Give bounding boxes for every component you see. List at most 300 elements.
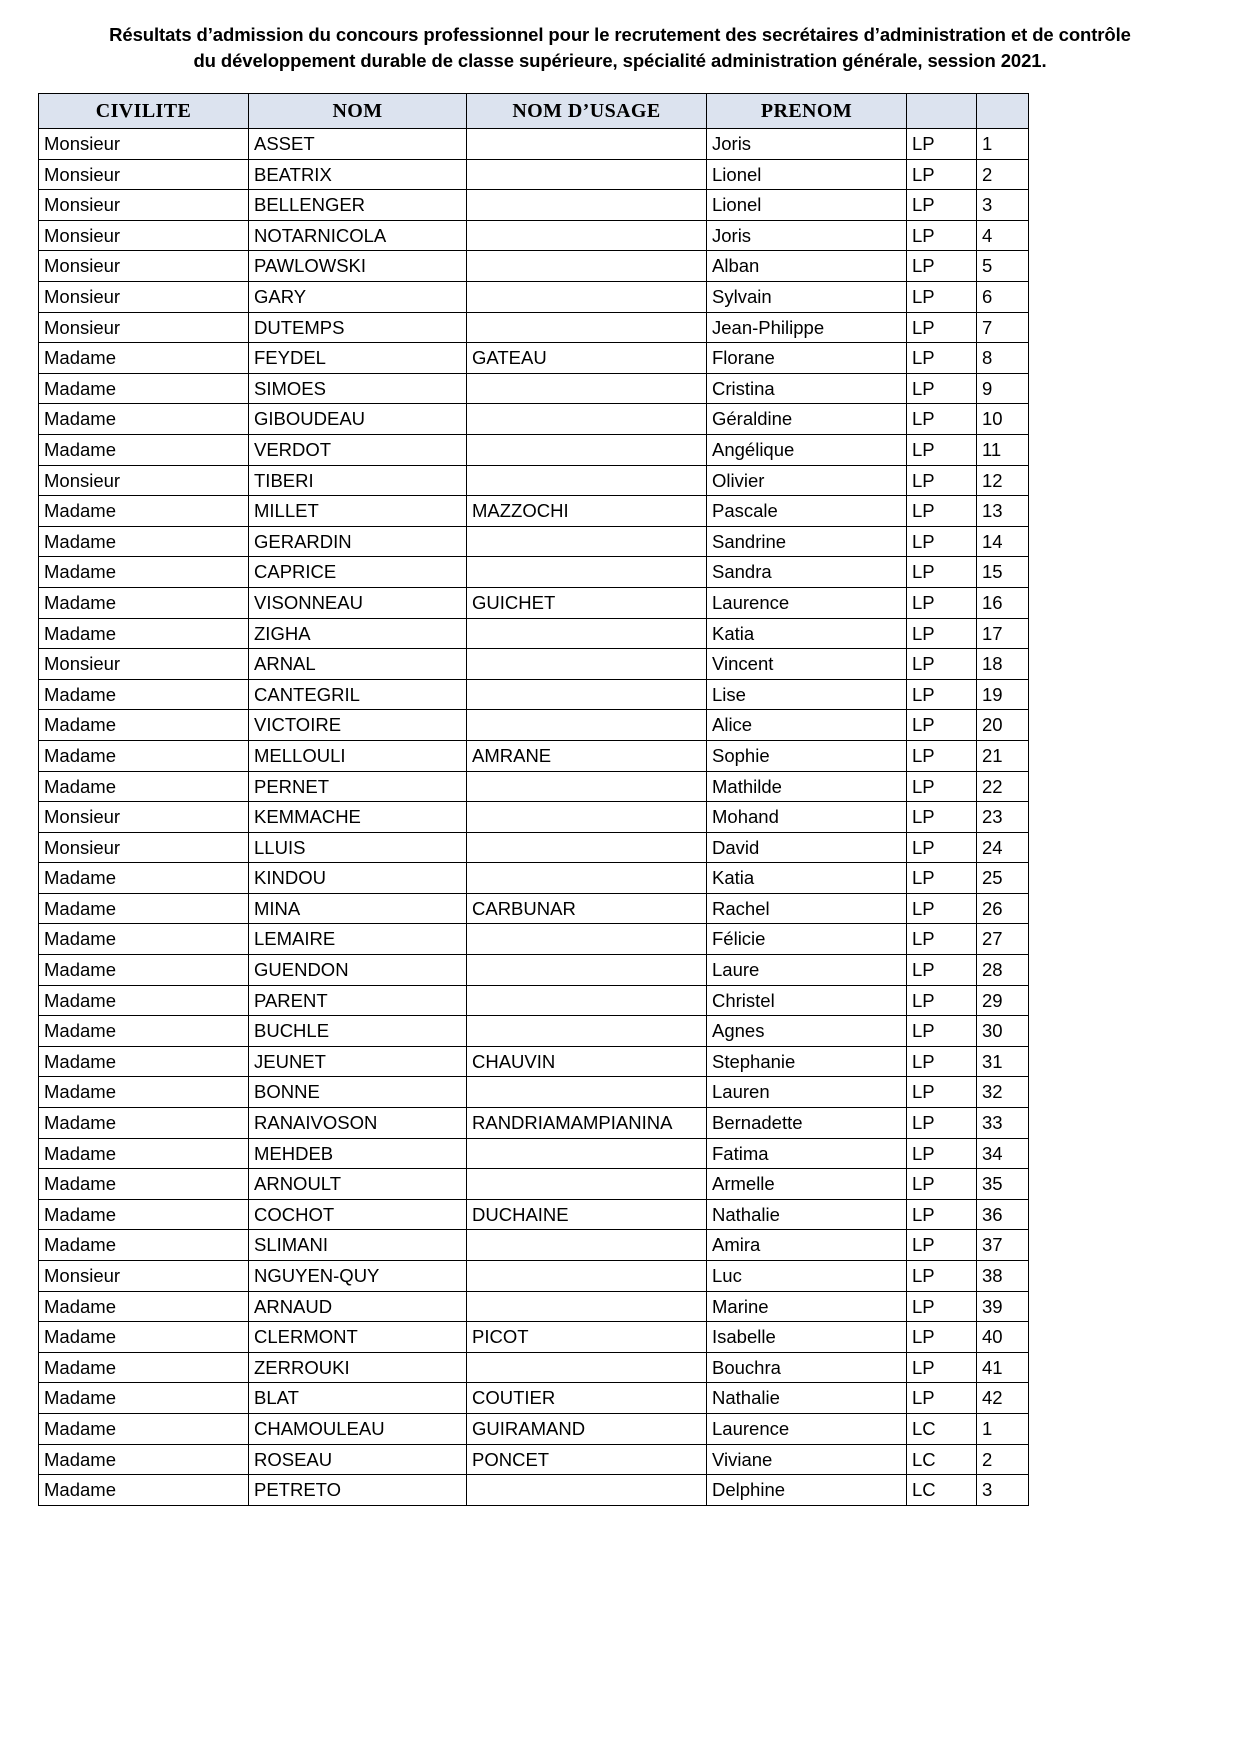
cell-nom: SIMOES	[249, 373, 467, 404]
cell-prenom: Lionel	[707, 159, 907, 190]
table-row	[39, 159, 1029, 190]
cell-prenom: Florane	[707, 343, 907, 374]
cell-rang: 38	[977, 1261, 1029, 1292]
cell-nom_usage: GUIRAMAND	[467, 1413, 707, 1444]
cell-nom_usage	[467, 1291, 707, 1322]
cell-rang: 34	[977, 1138, 1029, 1169]
cell-nom_usage	[467, 220, 707, 251]
table-row	[39, 985, 1029, 1016]
cell-civilite: Madame	[39, 434, 249, 465]
cell-rang: 27	[977, 924, 1029, 955]
table-row	[39, 679, 1029, 710]
cell-code: LP	[907, 1322, 977, 1353]
cell-nom: KEMMACHE	[249, 802, 467, 833]
column-header-code	[907, 94, 977, 129]
cell-rang: 4	[977, 220, 1029, 251]
table-row	[39, 496, 1029, 527]
page-title-line-2: et de contrôle du développement durable de classe supérieure, spécialité administration générale,	[193, 24, 1131, 71]
cell-nom_usage	[467, 1169, 707, 1200]
cell-prenom: Lionel	[707, 190, 907, 221]
table-row	[39, 832, 1029, 863]
cell-nom: BUCHLE	[249, 1016, 467, 1047]
cell-civilite: Madame	[39, 771, 249, 802]
cell-code: LP	[907, 618, 977, 649]
cell-civilite: Madame	[39, 1169, 249, 1200]
cell-code: LP	[907, 343, 977, 374]
cell-rang: 11	[977, 434, 1029, 465]
cell-rang: 35	[977, 1169, 1029, 1200]
cell-civilite: Madame	[39, 1046, 249, 1077]
cell-civilite: Madame	[39, 1138, 249, 1169]
cell-rang: 5	[977, 251, 1029, 282]
cell-civilite: Madame	[39, 557, 249, 588]
cell-prenom: Mathilde	[707, 771, 907, 802]
table-row	[39, 312, 1029, 343]
cell-code: LP	[907, 1383, 977, 1414]
cell-nom: NOTARNICOLA	[249, 220, 467, 251]
cell-nom_usage	[467, 1352, 707, 1383]
cell-prenom: Jean-Philippe	[707, 312, 907, 343]
cell-rang: 31	[977, 1046, 1029, 1077]
cell-nom_usage	[467, 802, 707, 833]
cell-nom_usage: MAZZOCHI	[467, 496, 707, 527]
cell-code: LP	[907, 129, 977, 160]
cell-nom_usage	[467, 1016, 707, 1047]
table-row	[39, 190, 1029, 221]
table-row	[39, 1322, 1029, 1353]
cell-code: LP	[907, 496, 977, 527]
cell-nom_usage	[467, 1077, 707, 1108]
cell-nom_usage	[467, 251, 707, 282]
cell-nom_usage	[467, 190, 707, 221]
cell-nom: GERARDIN	[249, 526, 467, 557]
cell-nom: VISONNEAU	[249, 587, 467, 618]
cell-prenom: Lauren	[707, 1077, 907, 1108]
cell-civilite: Madame	[39, 1108, 249, 1139]
cell-nom_usage: DUCHAINE	[467, 1199, 707, 1230]
cell-nom: BONNE	[249, 1077, 467, 1108]
table-row	[39, 1169, 1029, 1200]
cell-code: LP	[907, 1169, 977, 1200]
cell-prenom: Katia	[707, 618, 907, 649]
cell-civilite: Madame	[39, 404, 249, 435]
cell-prenom: Agnes	[707, 1016, 907, 1047]
cell-nom_usage	[467, 924, 707, 955]
cell-nom: GUENDON	[249, 955, 467, 986]
cell-nom: LEMAIRE	[249, 924, 467, 955]
cell-rang: 7	[977, 312, 1029, 343]
cell-prenom: Pascale	[707, 496, 907, 527]
cell-nom: ZIGHA	[249, 618, 467, 649]
table-row	[39, 251, 1029, 282]
cell-code: LP	[907, 220, 977, 251]
cell-nom_usage	[467, 465, 707, 496]
table-row	[39, 1138, 1029, 1169]
table-row	[39, 343, 1029, 374]
cell-prenom: Armelle	[707, 1169, 907, 1200]
cell-civilite: Madame	[39, 740, 249, 771]
table-row	[39, 434, 1029, 465]
table-row	[39, 924, 1029, 955]
cell-civilite: Madame	[39, 863, 249, 894]
header-row	[39, 94, 1029, 129]
cell-rang: 23	[977, 802, 1029, 833]
table-row	[39, 1352, 1029, 1383]
table-row	[39, 1108, 1029, 1139]
cell-civilite: Madame	[39, 343, 249, 374]
cell-code: LP	[907, 649, 977, 680]
table-row	[39, 802, 1029, 833]
cell-nom: SLIMANI	[249, 1230, 467, 1261]
cell-code: LP	[907, 1046, 977, 1077]
cell-nom: ASSET	[249, 129, 467, 160]
cell-prenom: Bernadette	[707, 1108, 907, 1139]
cell-code: LP	[907, 1016, 977, 1047]
cell-rang: 24	[977, 832, 1029, 863]
cell-nom: BLAT	[249, 1383, 467, 1414]
cell-code: LP	[907, 1230, 977, 1261]
cell-rang: 16	[977, 587, 1029, 618]
cell-code: LP	[907, 924, 977, 955]
cell-nom_usage	[467, 955, 707, 986]
results-table-header	[39, 94, 1029, 129]
cell-nom: RANAIVOSON	[249, 1108, 467, 1139]
cell-code: LP	[907, 1291, 977, 1322]
cell-rang: 18	[977, 649, 1029, 680]
cell-civilite: Monsieur	[39, 220, 249, 251]
cell-nom: CLERMONT	[249, 1322, 467, 1353]
cell-prenom: Alice	[707, 710, 907, 741]
cell-nom: PARENT	[249, 985, 467, 1016]
table-row	[39, 649, 1029, 680]
cell-rang: 36	[977, 1199, 1029, 1230]
cell-nom_usage: CHAUVIN	[467, 1046, 707, 1077]
cell-civilite: Monsieur	[39, 832, 249, 863]
cell-prenom: David	[707, 832, 907, 863]
cell-nom: KINDOU	[249, 863, 467, 894]
cell-rang: 1	[977, 1413, 1029, 1444]
table-row	[39, 373, 1029, 404]
cell-code: LP	[907, 1108, 977, 1139]
cell-code: LP	[907, 159, 977, 190]
cell-nom: CANTEGRIL	[249, 679, 467, 710]
cell-prenom: Nathalie	[707, 1383, 907, 1414]
cell-prenom: Marine	[707, 1291, 907, 1322]
cell-nom_usage	[467, 1261, 707, 1292]
cell-code: LC	[907, 1413, 977, 1444]
cell-rang: 21	[977, 740, 1029, 771]
cell-rang: 25	[977, 863, 1029, 894]
cell-civilite: Madame	[39, 893, 249, 924]
page-title-line-3: session 2021.	[927, 49, 1047, 71]
cell-civilite: Monsieur	[39, 465, 249, 496]
results-table	[38, 93, 1029, 1506]
cell-prenom: Olivier	[707, 465, 907, 496]
cell-code: LP	[907, 465, 977, 496]
cell-prenom: Fatima	[707, 1138, 907, 1169]
table-row	[39, 1077, 1029, 1108]
cell-rang: 41	[977, 1352, 1029, 1383]
cell-nom_usage: CARBUNAR	[467, 893, 707, 924]
cell-prenom: Sandra	[707, 557, 907, 588]
cell-rang: 37	[977, 1230, 1029, 1261]
cell-code: LP	[907, 985, 977, 1016]
cell-nom_usage	[467, 832, 707, 863]
cell-nom: COCHOT	[249, 1199, 467, 1230]
cell-nom: MINA	[249, 893, 467, 924]
cell-nom_usage	[467, 557, 707, 588]
cell-code: LP	[907, 679, 977, 710]
cell-code: LP	[907, 434, 977, 465]
table-row	[39, 1291, 1029, 1322]
cell-nom: VERDOT	[249, 434, 467, 465]
cell-civilite: Madame	[39, 1444, 249, 1475]
results-table-body	[39, 129, 1029, 1506]
cell-prenom: Amira	[707, 1230, 907, 1261]
cell-nom: FEYDEL	[249, 343, 467, 374]
cell-prenom: Stephanie	[707, 1046, 907, 1077]
table-row	[39, 1444, 1029, 1475]
cell-code: LP	[907, 312, 977, 343]
cell-code: LC	[907, 1444, 977, 1475]
cell-rang: 8	[977, 343, 1029, 374]
cell-code: LP	[907, 251, 977, 282]
cell-rang: 1	[977, 129, 1029, 160]
cell-nom: GIBOUDEAU	[249, 404, 467, 435]
column-header-rang	[977, 94, 1029, 129]
cell-code: LP	[907, 710, 977, 741]
page-title	[100, 18, 1140, 73]
table-row	[39, 618, 1029, 649]
cell-nom_usage	[467, 618, 707, 649]
cell-civilite: Madame	[39, 924, 249, 955]
cell-nom_usage	[467, 710, 707, 741]
table-row	[39, 710, 1029, 741]
cell-code: LP	[907, 404, 977, 435]
table-row	[39, 1046, 1029, 1077]
cell-code: LP	[907, 1352, 977, 1383]
cell-rang: 29	[977, 985, 1029, 1016]
cell-nom_usage	[467, 312, 707, 343]
cell-prenom: Sandrine	[707, 526, 907, 557]
cell-prenom: Joris	[707, 129, 907, 160]
cell-civilite: Madame	[39, 1383, 249, 1414]
table-row	[39, 1383, 1029, 1414]
cell-nom_usage: RANDRIAMAMPIANINA	[467, 1108, 707, 1139]
cell-prenom: Mohand	[707, 802, 907, 833]
cell-rang: 9	[977, 373, 1029, 404]
cell-nom_usage	[467, 863, 707, 894]
cell-nom: DUTEMPS	[249, 312, 467, 343]
cell-prenom: Géraldine	[707, 404, 907, 435]
results-table-container	[38, 93, 1028, 1506]
cell-nom: PERNET	[249, 771, 467, 802]
column-header-prenom: PRENOM	[707, 94, 907, 129]
cell-prenom: Rachel	[707, 893, 907, 924]
cell-nom: PETRETO	[249, 1475, 467, 1506]
cell-code: LP	[907, 740, 977, 771]
cell-civilite: Madame	[39, 679, 249, 710]
cell-code: LP	[907, 771, 977, 802]
cell-prenom: Lise	[707, 679, 907, 710]
cell-code: LP	[907, 373, 977, 404]
cell-nom: BELLENGER	[249, 190, 467, 221]
cell-civilite: Madame	[39, 1016, 249, 1047]
cell-nom_usage: GUICHET	[467, 587, 707, 618]
cell-rang: 30	[977, 1016, 1029, 1047]
cell-civilite: Madame	[39, 710, 249, 741]
cell-prenom: Angélique	[707, 434, 907, 465]
cell-civilite: Madame	[39, 1230, 249, 1261]
table-row	[39, 893, 1029, 924]
cell-rang: 13	[977, 496, 1029, 527]
cell-nom: JEUNET	[249, 1046, 467, 1077]
cell-code: LC	[907, 1475, 977, 1506]
cell-rang: 10	[977, 404, 1029, 435]
cell-nom: PAWLOWSKI	[249, 251, 467, 282]
cell-nom_usage	[467, 526, 707, 557]
cell-nom_usage	[467, 434, 707, 465]
cell-rang: 14	[977, 526, 1029, 557]
cell-prenom: Laurence	[707, 587, 907, 618]
cell-nom: ARNAUD	[249, 1291, 467, 1322]
cell-civilite: Madame	[39, 496, 249, 527]
cell-rang: 40	[977, 1322, 1029, 1353]
cell-civilite: Madame	[39, 985, 249, 1016]
cell-rang: 22	[977, 771, 1029, 802]
page-title-line-1: Résultats d’admission du concours professionnel pour le recrutement des secrétaires d’administration	[109, 24, 1006, 45]
cell-code: LP	[907, 557, 977, 588]
cell-nom_usage	[467, 1475, 707, 1506]
cell-civilite: Monsieur	[39, 649, 249, 680]
cell-nom: BEATRIX	[249, 159, 467, 190]
cell-code: LP	[907, 1261, 977, 1292]
cell-nom: VICTOIRE	[249, 710, 467, 741]
cell-prenom: Isabelle	[707, 1322, 907, 1353]
cell-nom_usage: COUTIER	[467, 1383, 707, 1414]
table-row	[39, 465, 1029, 496]
cell-nom_usage	[467, 771, 707, 802]
table-row	[39, 1261, 1029, 1292]
cell-civilite: Monsieur	[39, 1261, 249, 1292]
cell-nom: ROSEAU	[249, 1444, 467, 1475]
cell-nom: ZERROUKI	[249, 1352, 467, 1383]
table-row	[39, 526, 1029, 557]
cell-code: LP	[907, 1077, 977, 1108]
cell-rang: 2	[977, 1444, 1029, 1475]
cell-civilite: Monsieur	[39, 190, 249, 221]
cell-civilite: Madame	[39, 1291, 249, 1322]
cell-civilite: Monsieur	[39, 282, 249, 313]
cell-civilite: Madame	[39, 1413, 249, 1444]
cell-rang: 17	[977, 618, 1029, 649]
cell-code: LP	[907, 190, 977, 221]
cell-rang: 15	[977, 557, 1029, 588]
cell-code: LP	[907, 955, 977, 986]
cell-nom: CHAMOULEAU	[249, 1413, 467, 1444]
cell-rang: 32	[977, 1077, 1029, 1108]
cell-prenom: Viviane	[707, 1444, 907, 1475]
table-row	[39, 955, 1029, 986]
cell-rang: 39	[977, 1291, 1029, 1322]
cell-rang: 19	[977, 679, 1029, 710]
cell-rang: 12	[977, 465, 1029, 496]
cell-nom_usage: PONCET	[467, 1444, 707, 1475]
cell-code: LP	[907, 1199, 977, 1230]
table-row	[39, 220, 1029, 251]
cell-code: LP	[907, 282, 977, 313]
cell-nom_usage	[467, 159, 707, 190]
cell-rang: 2	[977, 159, 1029, 190]
cell-civilite: Madame	[39, 1322, 249, 1353]
cell-code: LP	[907, 526, 977, 557]
cell-prenom: Luc	[707, 1261, 907, 1292]
column-header-nom-usage: NOM D’USAGE	[467, 94, 707, 129]
cell-code: LP	[907, 893, 977, 924]
table-row	[39, 1413, 1029, 1444]
cell-code: LP	[907, 802, 977, 833]
cell-nom_usage: GATEAU	[467, 343, 707, 374]
cell-rang: 3	[977, 190, 1029, 221]
cell-civilite: Monsieur	[39, 312, 249, 343]
table-row	[39, 1230, 1029, 1261]
cell-nom_usage	[467, 282, 707, 313]
cell-prenom: Sophie	[707, 740, 907, 771]
cell-prenom: Laure	[707, 955, 907, 986]
table-row	[39, 1016, 1029, 1047]
cell-rang: 42	[977, 1383, 1029, 1414]
cell-nom_usage	[467, 1230, 707, 1261]
cell-civilite: Madame	[39, 1077, 249, 1108]
cell-prenom: Alban	[707, 251, 907, 282]
cell-nom_usage	[467, 129, 707, 160]
cell-nom: TIBERI	[249, 465, 467, 496]
cell-civilite: Madame	[39, 373, 249, 404]
cell-code: LP	[907, 587, 977, 618]
cell-prenom: Delphine	[707, 1475, 907, 1506]
cell-civilite: Monsieur	[39, 802, 249, 833]
cell-nom: CAPRICE	[249, 557, 467, 588]
cell-civilite: Madame	[39, 587, 249, 618]
cell-rang: 33	[977, 1108, 1029, 1139]
cell-prenom: Vincent	[707, 649, 907, 680]
cell-civilite: Madame	[39, 1475, 249, 1506]
cell-rang: 20	[977, 710, 1029, 741]
table-row	[39, 771, 1029, 802]
cell-nom: MELLOULI	[249, 740, 467, 771]
cell-civilite: Madame	[39, 955, 249, 986]
column-header-civilite: CIVILITE	[39, 94, 249, 129]
cell-civilite: Monsieur	[39, 129, 249, 160]
table-row	[39, 740, 1029, 771]
cell-prenom: Sylvain	[707, 282, 907, 313]
cell-rang: 3	[977, 1475, 1029, 1506]
column-header-nom: NOM	[249, 94, 467, 129]
cell-civilite: Madame	[39, 1352, 249, 1383]
table-row	[39, 1475, 1029, 1506]
cell-prenom: Katia	[707, 863, 907, 894]
table-row	[39, 404, 1029, 435]
cell-prenom: Nathalie	[707, 1199, 907, 1230]
cell-rang: 26	[977, 893, 1029, 924]
cell-code: LP	[907, 832, 977, 863]
cell-code: LP	[907, 863, 977, 894]
cell-prenom: Joris	[707, 220, 907, 251]
cell-civilite: Monsieur	[39, 159, 249, 190]
cell-nom: MEHDEB	[249, 1138, 467, 1169]
cell-prenom: Christel	[707, 985, 907, 1016]
cell-prenom: Laurence	[707, 1413, 907, 1444]
